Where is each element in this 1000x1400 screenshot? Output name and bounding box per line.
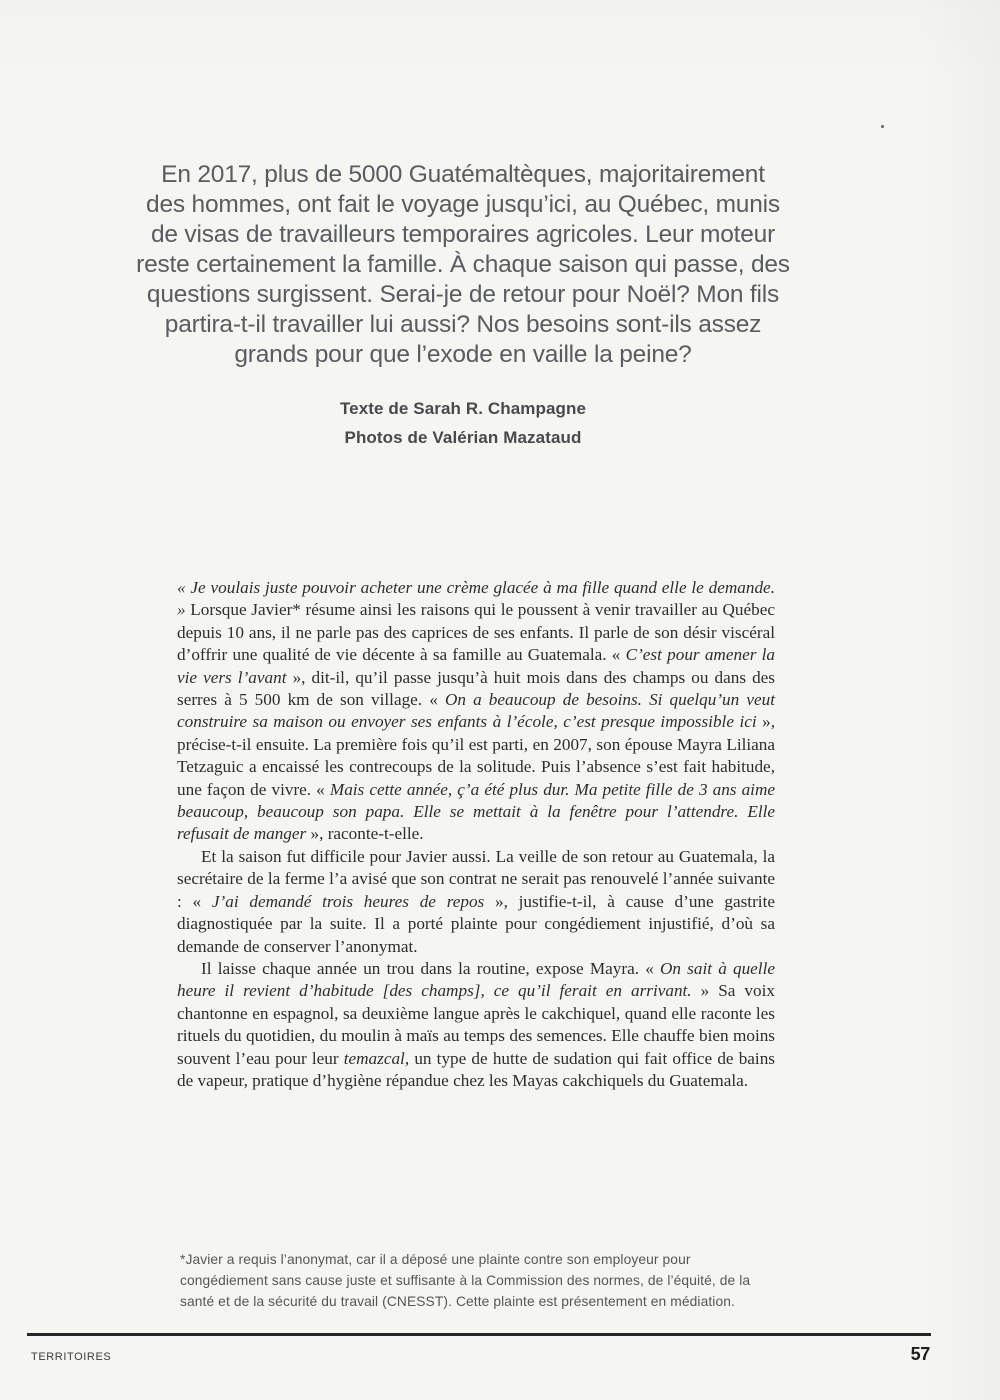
body-paragraph [177, 958, 775, 1092]
footer-page-number: 57 [910, 1344, 930, 1364]
body-paragraph [177, 577, 775, 846]
intro-line: En 2017, plus de 5000 Guatémaltèques, majoritairement [161, 161, 765, 188]
intro-line: des hommes, ont fait le voyage jusqu’ici, au Québec, munis [146, 191, 780, 218]
quote-text: temazcal [343, 1048, 405, 1068]
body-text: », dit-il, qu’il passe jusqu’à huit mois dans des champs ou dans des serres à 5 500 km de son village. « [177, 667, 775, 710]
intro-line: questions surgissent. Serai-je de retour pour Noël? Mon fils [146, 281, 780, 308]
body-text: », précise-t-il ensuite. La première fois qu’il est parti, en 2007, son épouse Mayra Liliana Tetzaguic a encaissé les contrecoups de la solitude. Puis l’absence s’est fait habitude, une façon de vivre. « [177, 712, 776, 799]
quote-text: Mais cette année, ç’a été plus dur. Ma petite fille de 3 ans aime beaucoup, beaucoup son papa. Elle se mettait à la fenêtre pour l’attendre. Elle refusait de manger [177, 779, 776, 844]
body-text: » Sa voix chantonne en espagnol, sa deuxième langue après le cakchiquel, quand elle raconte les rituels du quotidien, du moulin à maïs au temps des semences. Elle chauffe bien moins souvent l’eau pour leur [177, 981, 775, 1068]
body-text: Il laisse chaque année un trou dans la routine, expose Mayra. « [201, 958, 660, 978]
footnote: *Javier a requis l’anonymat, car il a déposé une plainte contre son employeur pour congédiement sans cause juste et suffisante à la Commission des normes, de l’équité, de la santé et de la sécurité du travail (CNESST). Cette plainte est présentement en médiation. [180, 1252, 751, 1309]
article-body [177, 577, 775, 1092]
body-text: Lorsque Javier* résume ainsi les raisons qui le poussent à venir travailler au Québec depuis 10 ans, il ne parle pas des caprices de ses enfants. Il parle de son désir viscéral d’offrir une qualité de vie décente à sa famille au Guatemala. « [177, 600, 775, 665]
body-paragraph [177, 846, 775, 958]
intro-line: grands pour que l’exode en vaille la peine? [234, 341, 692, 368]
quote-text: « Je voulais juste pouvoir acheter une crème glacée à ma fille quand elle le demande. » [177, 578, 775, 620]
quote-text: On sait à quelle heure il revient d’habitude [des champs], ce qu’il ferait en arrivant. [177, 958, 775, 1001]
byline [60, 394, 866, 452]
intro-standfirst [60, 160, 866, 370]
body-text: Et la saison fut difficile pour Javier aussi. La veille de son retour au Guatemala, la secrétaire de la ferme l’a avisé que son contrat ne serait pas renouvelé l’année suivante : « [177, 846, 775, 911]
scan-speck [881, 125, 884, 128]
body-text: , un type de hutte de sudation qui fait office de bains de vapeur, pratique d’hygiène répandue chez les Mayas cakchiquels du Guatemala. [177, 1048, 775, 1090]
byline-text-credit: Texte de Sarah R. Champagne [339, 399, 587, 418]
byline-photo-credit: Photos de Valérian Mazataud [344, 428, 582, 447]
footer-section-label: TERRITOIRES [31, 1351, 112, 1363]
quote-text: J’ai demandé trois heures de repos [211, 891, 485, 911]
intro-line: partira-t-il travailler lui aussi? Nos besoins sont-ils assez [164, 311, 762, 338]
body-text: », justifie-t-il, à cause d’une gastrite diagnostiquée par la suite. Il a porté plainte pour congédiement injustifié, d’où sa demande de conserver l’anonymat. [177, 891, 775, 956]
intro-line: reste certainement la famille. À chaque saison qui passe, des [136, 251, 790, 278]
quote-text: C’est pour amener la vie vers l’avant [177, 645, 775, 687]
quote-text: On a beaucoup de besoins. Si quelqu’un veut construire sa maison ou envoyer ses enfants à l’école, c’est presque impossible ici [177, 690, 775, 732]
body-text: », raconte-t-elle. [306, 824, 424, 844]
intro-line: de visas de travailleurs temporaires agricoles. Leur moteur [150, 221, 776, 248]
footer-rule [27, 1333, 931, 1336]
